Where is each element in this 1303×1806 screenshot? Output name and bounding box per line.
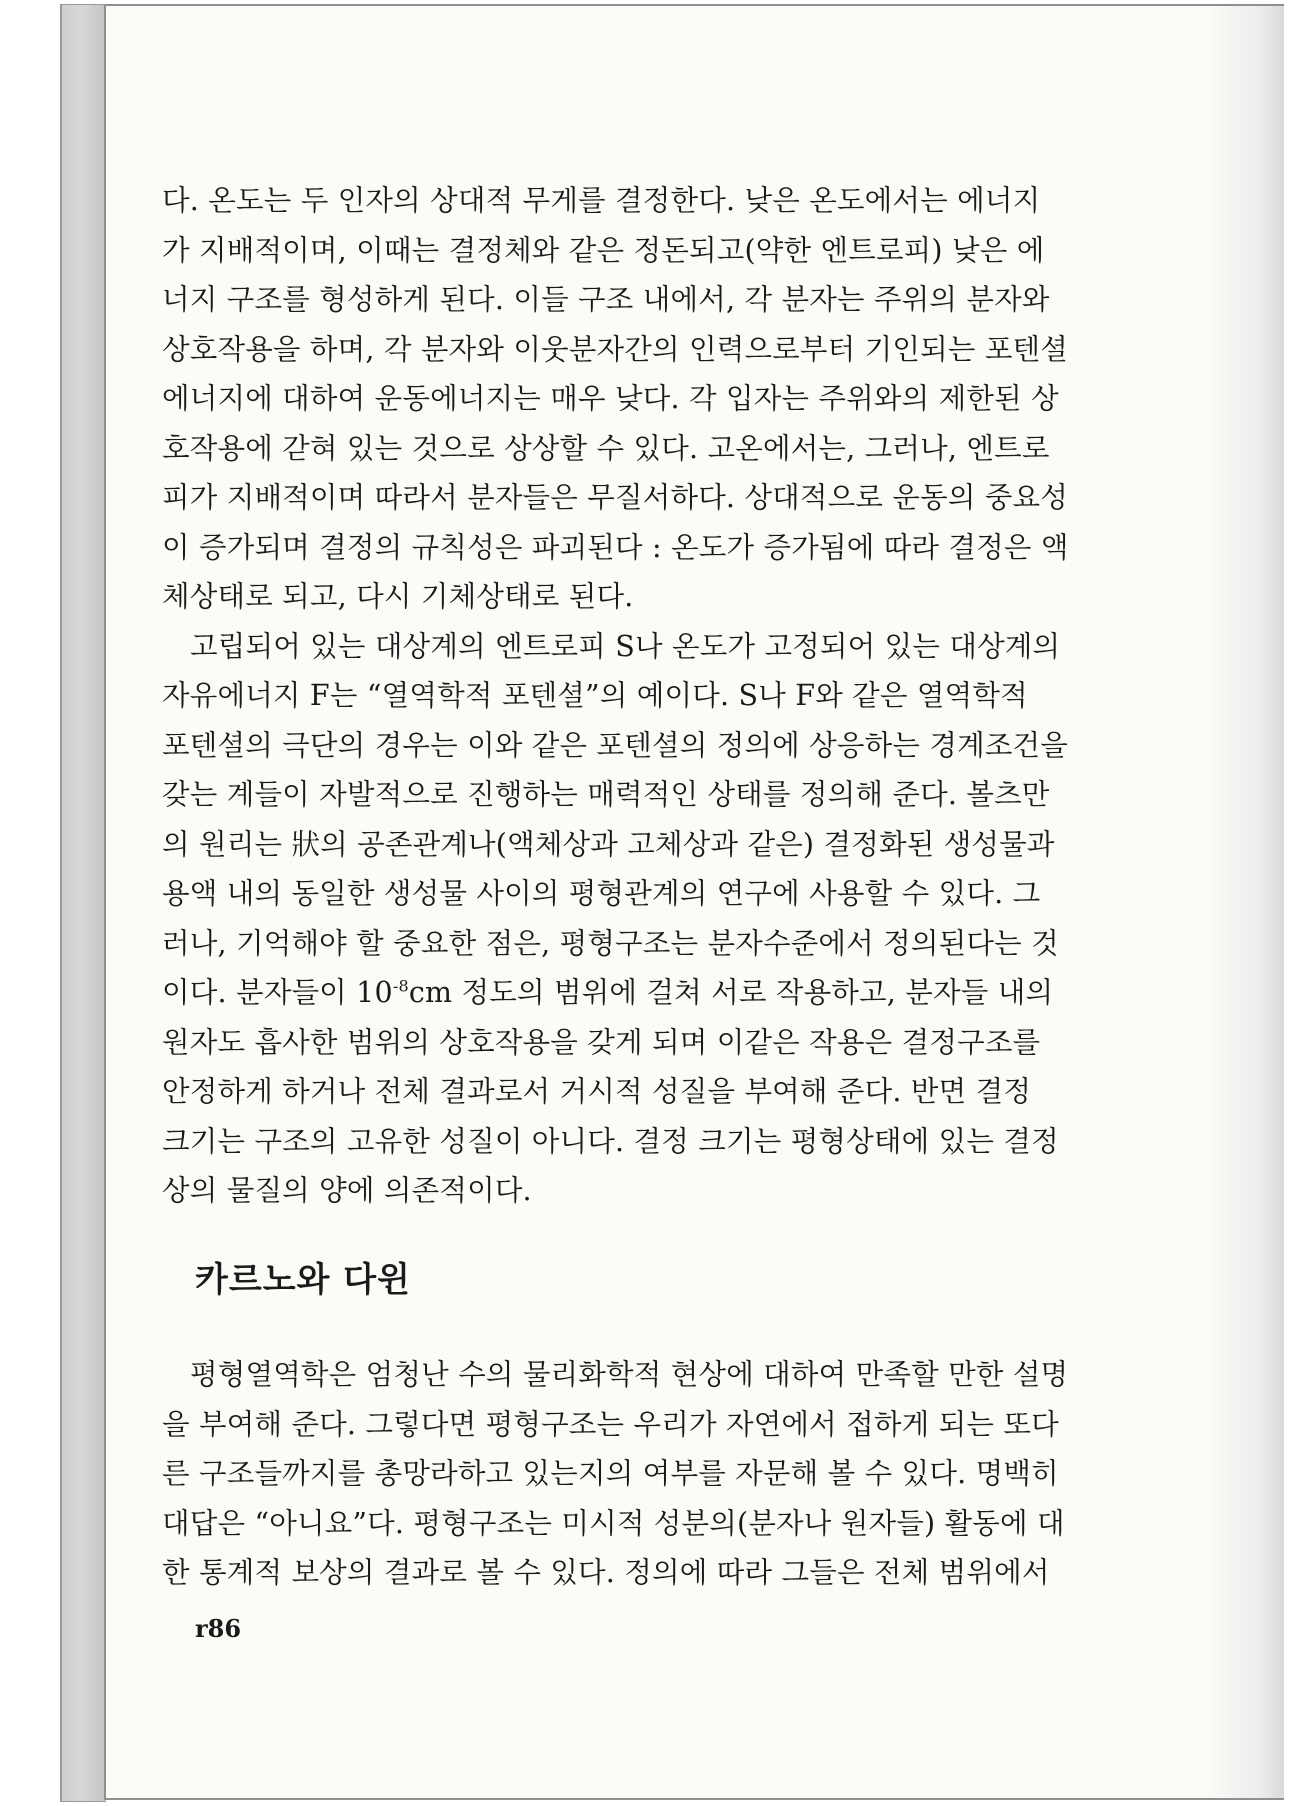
text-line: 러나, 기억해야 할 중요한 점은, 평형구조는 분자수준에서 정의된다는 것 (162, 926, 1059, 960)
exponent: -8 (392, 976, 409, 996)
text-line: 안정하게 하거나 전체 결과로서 거시적 성질을 부여해 준다. 반면 결정 (162, 1075, 1032, 1108)
text-line: 에너지에 대하여 운동에너지는 매우 낮다. 각 입자는 주위와의 제한된 상 (162, 382, 1059, 415)
text-line: 다. 온도는 두 인자의 상대적 무게를 결정한다. 낮은 온도에서는 에너지 (162, 184, 1041, 217)
text-fragment: 이다. 분자들이 10 (162, 976, 393, 1009)
text-line: 피가 지배적이며 따라서 분자들은 무질서하다. 상대적으로 운동의 중요성 (162, 481, 1069, 514)
paragraph-1 (162, 176, 1202, 622)
text-line: 상호작용을 하며, 각 분자와 이웃분자간의 인력으로부터 기인되는 포텐셜 (162, 332, 1069, 366)
text-fragment: cm 정도의 범위에 걸쳐 서로 작용하고, 분자들 내의 (408, 976, 1054, 1009)
text-line: 이 증가되며 결정의 규칙성은 파괴된다 : 온도가 증가됨에 따라 결정은 액 (162, 530, 1069, 564)
text-line: 을 부여해 준다. 그렇다면 평형구조는 우리가 자연에서 접하게 되는 또다 (162, 1407, 1059, 1441)
text-line: 의 원리는 狀의 공존관계나(액체상과 고체상과 같은) 결정화된 생성물과 (162, 827, 1055, 861)
book-spine (60, 4, 106, 1802)
paragraph-2 (162, 622, 1202, 1216)
text-line: 자유에너지 F는 “열역학적 포텐셜”의 예이다. S나 F와 같은 열역학적 (162, 679, 1028, 712)
section-heading: 카르노와 다윈 (195, 1260, 411, 1300)
text-line: 호작용에 갇혀 있는 것으로 상상할 수 있다. 고온에서는, 그러나, 엔트로 (162, 431, 1050, 465)
text-line-with-exponent (162, 968, 1202, 1018)
text-line: 용액 내의 동일한 생성물 사이의 평형관계의 연구에 사용할 수 있다. 그 (162, 877, 1041, 910)
text-line: 고립되어 있는 대상계의 엔트로피 S나 온도가 고정되어 있는 대상계의 (190, 629, 1061, 663)
page-number: r86 (195, 1614, 242, 1643)
text-line: 한 통계적 보상의 결과로 볼 수 있다. 정의에 따라 그들은 전체 범위에서 (162, 1556, 1050, 1589)
text-line: 크기는 구조의 고유한 성질이 아니다. 결정 크기는 평형상태에 있는 결정 (162, 1124, 1059, 1158)
text-line: 갖는 계들이 자발적으로 진행하는 매력적인 상태를 정의해 준다. 볼츠만 (162, 778, 1050, 811)
page-edge-shadow (1204, 6, 1284, 1798)
text-line: 원자도 흡사한 범위의 상호작용을 갖게 되며 이같은 작용은 결정구조를 (162, 1025, 1041, 1059)
text-line: 대답은 “아니요”다. 평형구조는 미시적 성분의(분자나 원자들) 활동에 대 (162, 1506, 1065, 1540)
text-line: 상의 물질의 양에 의존적이다. (162, 1174, 532, 1207)
text-line: 너지 구조를 형성하게 된다. 이들 구조 내에서, 각 분자는 주위의 분자와 (162, 283, 1050, 316)
text-line: 포텐셜의 극단의 경우는 이와 같은 포텐셜의 정의에 상응하는 경계조건을 (162, 728, 1069, 762)
text-line: 른 구조들까지를 총망라하고 있는지의 여부를 자문해 볼 수 있다. 명백히 (162, 1457, 1059, 1490)
page-body-continued (162, 1350, 1202, 1598)
page-body (162, 176, 1202, 1216)
text-line: 평형열역학은 엄청난 수의 물리화학적 현상에 대하여 만족할 만한 설명 (190, 1358, 1069, 1391)
text-line: 체상태로 되고, 다시 기체상태로 된다. (162, 580, 634, 613)
paragraph-3 (162, 1350, 1202, 1598)
text-line: 가 지배적이며, 이때는 결정체와 같은 정돈되고(약한 엔트로피) 낮은 에 (162, 233, 1045, 267)
